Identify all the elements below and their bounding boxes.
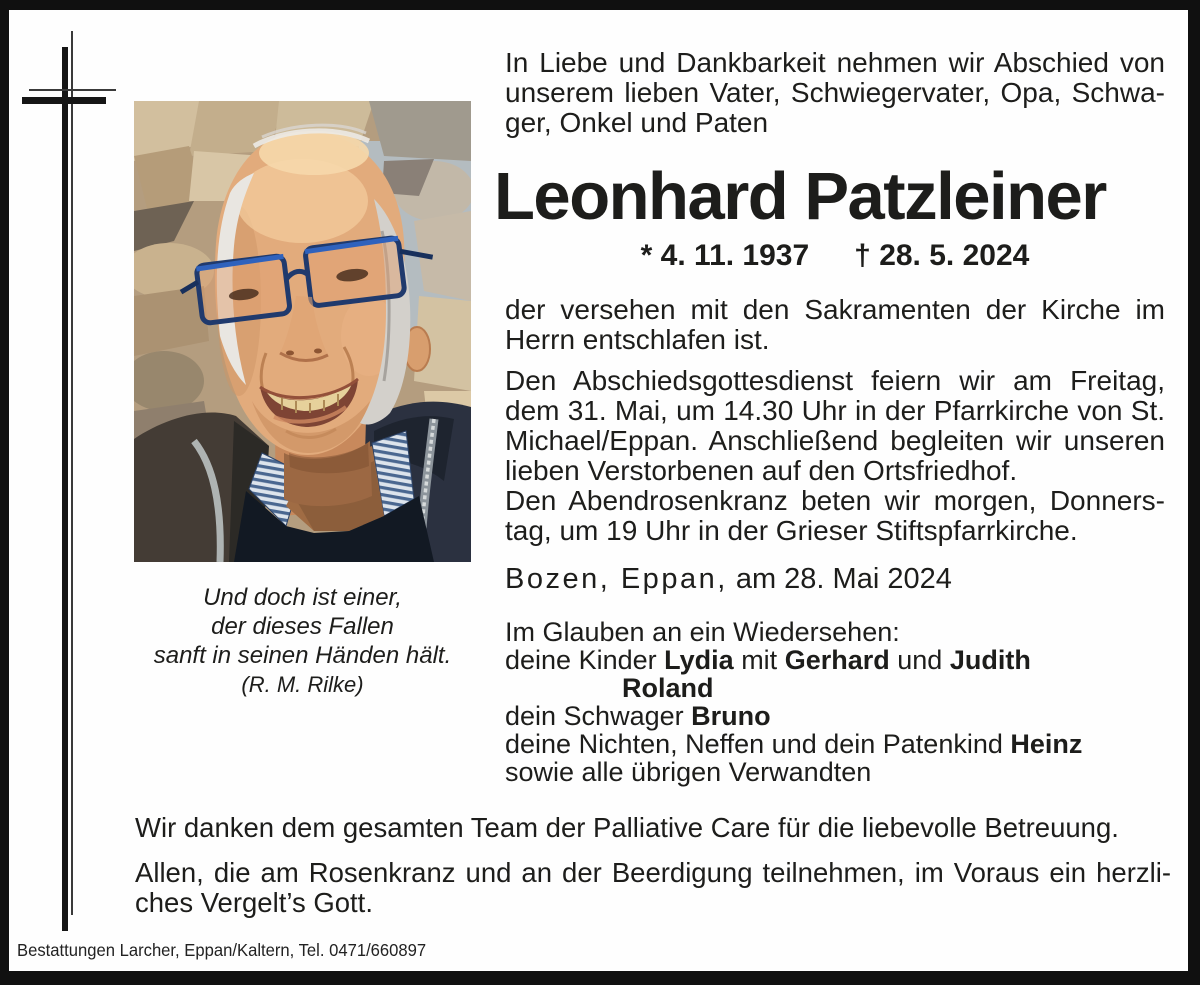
relatives-line: sowie alle übrigen Verwandten <box>505 757 872 787</box>
thanks-line: Wir danken dem gesamten Team der Palliative Care für die liebevolle Betreuung. <box>135 812 1119 843</box>
cross-thin-horizontal-line <box>29 89 116 91</box>
children-mid: mit <box>741 645 778 675</box>
publisher-line: Bestattungen Larcher, Eppan/Kaltern, Tel. 0471/660897 <box>17 940 427 960</box>
paragraph-line: dem 31. Mai, um 14.30 Uhr in der Pfarrkirche von St. <box>505 395 1165 426</box>
child-name: Lydia <box>664 645 734 675</box>
paragraph-line: Den Abschiedsgottesdienst feiern wir am Freitag, <box>505 365 1165 396</box>
thanks-palliative-paragraph <box>135 813 1171 843</box>
godchild-name: Heinz <box>1010 729 1083 759</box>
cross-thin-vertical-line <box>71 31 73 915</box>
children-line <box>505 646 1165 674</box>
paragraph-line: Den Abendrosenkranz beten wir morgen, Donners- <box>505 485 1165 516</box>
quote-attribution: (R. M. Rilke) <box>241 672 364 697</box>
paragraph-line: tag, um 19 Uhr in der Grieser Stiftspfarrkirche. <box>505 515 1078 546</box>
place-date-line <box>505 563 952 596</box>
life-dates <box>505 239 1165 273</box>
death-date: † 28. 5. 2024 <box>854 239 1030 272</box>
brother-in-law-name: Bruno <box>691 701 771 731</box>
in-law-name: Gerhard <box>784 645 890 675</box>
portrait-photo <box>134 101 471 562</box>
thanks-line: Allen, die am Rosenkranz und an der Beerdigung teilnehmen, im Voraus ein herzli- <box>135 857 1171 888</box>
date: am 28. Mai 2024 <box>735 563 952 595</box>
intro-line: In Liebe und Dankbarkeit nehmen wir Abschied von <box>505 47 1165 78</box>
roland-line <box>505 674 1165 702</box>
family-list <box>505 618 1165 786</box>
quote-line: Und doch ist einer, <box>203 584 402 611</box>
nieces-pre: deine Nichten, Neffen und dein Patenkind <box>505 729 1003 759</box>
deceased-name: Leonhard Patzleiner <box>494 159 1106 234</box>
brother-in-law-pre: dein Schwager <box>505 701 684 731</box>
obituary-page <box>9 10 1188 971</box>
cross-thick-horizontal-bar <box>22 97 106 104</box>
children-pre: deine Kinder <box>505 645 657 675</box>
funeral-service-paragraph <box>505 366 1165 486</box>
faith-line: Im Glauben an ein Wiedersehen: <box>505 617 900 647</box>
intro-paragraph <box>505 48 1165 138</box>
places: Bozen, Eppan, <box>505 563 728 595</box>
birth-date: * 4. 11. 1937 <box>640 239 810 272</box>
in-law-name: Roland <box>622 673 714 703</box>
paragraph-line: lieben Verstorbenen auf den Ortsfriedhof. <box>505 455 1018 486</box>
memorial-quote <box>134 583 471 699</box>
cross-thick-vertical-bar <box>62 47 68 931</box>
child-name: Judith <box>949 645 1031 675</box>
rosary-paragraph <box>505 486 1165 546</box>
paragraph-line: Michael/Eppan. Anschließend begleiten wir unseren <box>505 425 1165 456</box>
children-and: und <box>897 645 943 675</box>
paragraph-line: der versehen mit den Sakramenten der Kirche im <box>505 294 1165 325</box>
paragraph-line: Herrn entschlafen ist. <box>505 324 770 355</box>
brother-in-law-line <box>505 702 1165 730</box>
portrait-photo-illustration <box>134 101 471 562</box>
intro-line: ger, Onkel und Paten <box>505 107 769 138</box>
thanks-line: ches Vergelt’s Gott. <box>135 887 373 918</box>
intro-line: unserem lieben Vater, Schwiegervater, Opa, Schwa- <box>505 77 1165 108</box>
quote-line: sanft in seinen Händen hält. <box>153 642 452 669</box>
nieces-line <box>505 730 1165 758</box>
sacraments-paragraph <box>505 295 1165 355</box>
quote-line: der dieses Fallen <box>211 613 394 640</box>
thanks-attendees-paragraph <box>135 858 1171 918</box>
